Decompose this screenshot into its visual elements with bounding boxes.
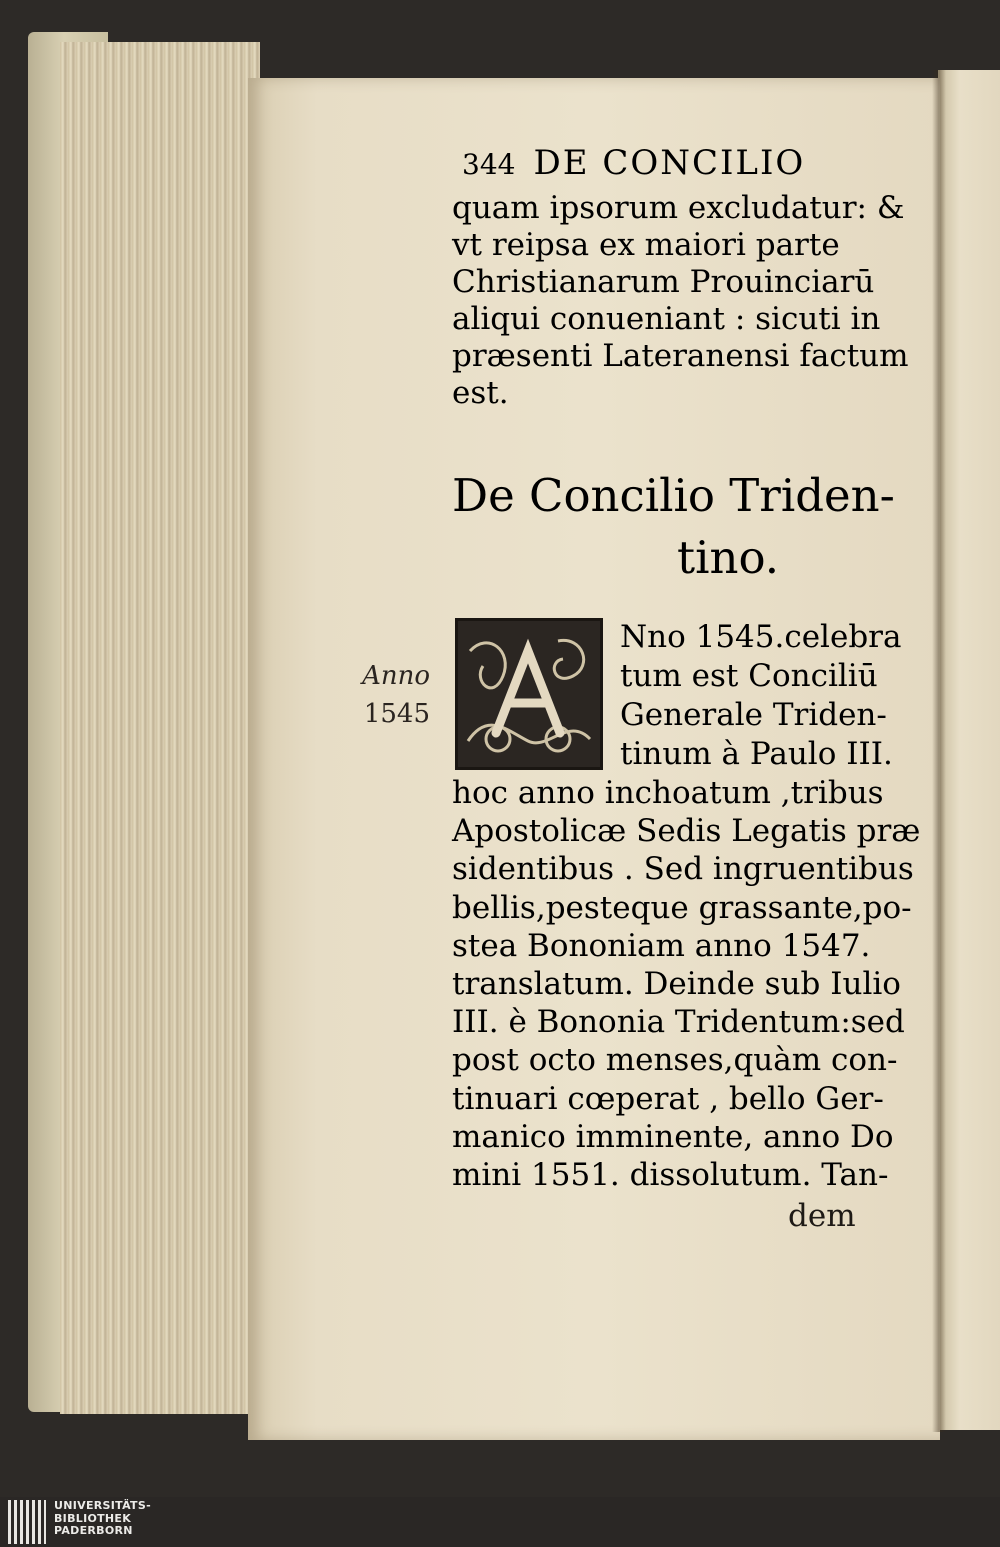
running-title: DE CONCILIO — [533, 143, 806, 183]
marginal-year: 1545 — [363, 699, 430, 729]
text-line: translatum. Deinde sub Iulio — [452, 965, 901, 1002]
text-line: tinum à Paulo III. — [620, 736, 893, 772]
body-paragraph — [452, 774, 921, 1194]
page-number: 344 — [462, 148, 516, 181]
text-line: III. è Bononia Tridentum:sed — [452, 1004, 905, 1041]
show-through-text — [300, 995, 440, 1025]
text-line: Apostolicæ Sedis Legatis præ — [452, 813, 921, 850]
initial-letter: A — [528, 721, 530, 722]
library-logo-text — [54, 1500, 254, 1538]
heading-line-1: De Concilio Triden- — [452, 469, 895, 522]
text-line: præsenti Lateranensi factum — [452, 338, 909, 374]
text-line: est. — [452, 375, 509, 411]
page-stack-edges — [60, 42, 260, 1414]
section-heading — [452, 465, 922, 589]
heading-line-2: tino. — [677, 531, 780, 584]
text-line: quam ipsorum excludatur: & — [452, 190, 905, 226]
text-line: tum est Conciliū — [620, 658, 878, 694]
initial-letter-ornament-icon — [458, 621, 600, 767]
text-line: hoc anno inchoatum ,tribus — [452, 775, 884, 811]
text-line: tinuari cœperat , bello Ger- — [452, 1080, 884, 1117]
text-line: aliqui conueniant : sicuti in — [452, 301, 881, 337]
text-line: bellis,pesteque grassante,po- — [452, 889, 912, 926]
decorated-initial — [455, 618, 603, 770]
library-logo-icon — [8, 1500, 48, 1544]
logo-line: BIBLIOTHEK — [54, 1511, 132, 1525]
logo-line: UNIVERSITÄTS- — [54, 1499, 151, 1512]
logo-line: PADERBORN — [54, 1524, 133, 1537]
catchword: dem — [788, 1198, 856, 1234]
opening-paragraph — [452, 190, 912, 412]
facing-page-edge — [938, 70, 1000, 1430]
running-head — [462, 143, 892, 187]
text-line: manico imminente, anno Do — [452, 1118, 894, 1155]
text-line: mini 1551. dissolutum. Tan- — [452, 1156, 889, 1193]
text-line: stea Bononiam anno 1547. — [452, 927, 871, 964]
text-line: Generale Triden- — [620, 697, 887, 733]
text-line: sidentibus . Sed ingruentibus — [452, 851, 914, 888]
body-beside-initial — [620, 618, 910, 774]
text-line: Christianarum Prouinciarū — [452, 264, 875, 300]
gutter-shadow — [932, 70, 946, 1432]
text-line: vt reipsa ex maiori parte — [452, 227, 840, 263]
text-line: post octo menses,quàm con- — [452, 1042, 898, 1079]
marginal-word: Anno — [362, 661, 430, 691]
text-line: Nno 1545.celebra — [620, 619, 902, 655]
marginal-note — [330, 657, 430, 733]
